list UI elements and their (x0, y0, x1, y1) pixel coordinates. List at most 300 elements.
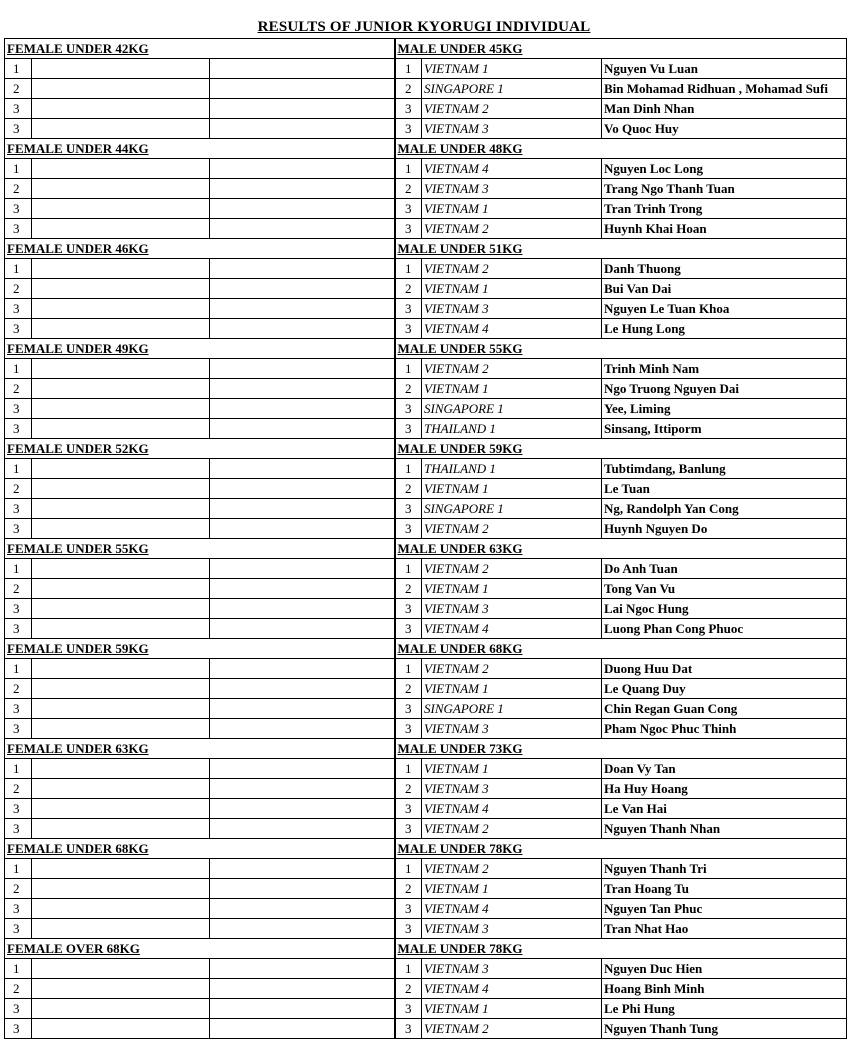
male-athlete-name: Bui Van Dai (602, 279, 847, 299)
male-position: 3 (395, 999, 422, 1019)
male-athlete-name: Ngo Truong Nguyen Dai (602, 379, 847, 399)
male-position: 3 (395, 99, 422, 119)
female-team-cell (32, 199, 210, 219)
female-position: 3 (5, 499, 32, 519)
male-athlete-name: Pham Ngoc Phuc Thinh (602, 719, 847, 739)
male-position: 1 (395, 959, 422, 979)
table-row (5, 959, 847, 979)
male-position: 3 (395, 919, 422, 939)
category-header-row (5, 39, 847, 59)
male-category-header: MALE UNDER 73KG (395, 739, 847, 759)
table-row (5, 779, 847, 799)
female-team-cell (32, 459, 210, 479)
female-position: 1 (5, 859, 32, 879)
male-position: 3 (395, 1019, 422, 1039)
table-row (5, 519, 847, 539)
female-team-cell (32, 59, 210, 79)
female-position: 3 (5, 219, 32, 239)
male-position: 3 (395, 119, 422, 139)
female-team-cell (32, 179, 210, 199)
male-athlete-name: Nguyen Thanh Tung (602, 1019, 847, 1039)
female-position: 1 (5, 459, 32, 479)
male-position: 3 (395, 219, 422, 239)
category-header-row (5, 639, 847, 659)
female-name-cell (210, 159, 395, 179)
male-athlete-name: Tran Nhat Hao (602, 919, 847, 939)
male-athlete-name: Doan Vy Tan (602, 759, 847, 779)
male-position: 3 (395, 719, 422, 739)
female-name-cell (210, 899, 395, 919)
table-row (5, 1019, 847, 1039)
female-team-cell (32, 99, 210, 119)
female-team-cell (32, 999, 210, 1019)
table-row (5, 619, 847, 639)
female-team-cell (32, 219, 210, 239)
female-position: 3 (5, 119, 32, 139)
male-position: 2 (395, 579, 422, 599)
female-position: 1 (5, 159, 32, 179)
table-row (5, 819, 847, 839)
male-athlete-name: Luong Phan Cong Phuoc (602, 619, 847, 639)
table-row (5, 479, 847, 499)
male-category-header: MALE UNDER 55KG (395, 339, 847, 359)
male-position: 3 (395, 519, 422, 539)
female-category-header: FEMALE UNDER 49KG (5, 339, 395, 359)
female-team-cell (32, 399, 210, 419)
male-athlete-name: Nguyen Thanh Tri (602, 859, 847, 879)
male-team: VIETNAM 2 (422, 219, 602, 239)
female-name-cell (210, 319, 395, 339)
table-row (5, 499, 847, 519)
female-team-cell (32, 1019, 210, 1039)
female-position: 2 (5, 879, 32, 899)
female-name-cell (210, 879, 395, 899)
table-row (5, 179, 847, 199)
male-category-header: MALE UNDER 68KG (395, 639, 847, 659)
female-position: 3 (5, 999, 32, 1019)
female-position: 1 (5, 959, 32, 979)
female-position: 3 (5, 299, 32, 319)
female-team-cell (32, 699, 210, 719)
male-athlete-name: Tubtimdang, Banlung (602, 459, 847, 479)
female-team-cell (32, 799, 210, 819)
male-athlete-name: Le Tuan (602, 479, 847, 499)
male-athlete-name: Chin Regan Guan Cong (602, 699, 847, 719)
male-team: VIETNAM 1 (422, 579, 602, 599)
female-name-cell (210, 279, 395, 299)
female-name-cell (210, 719, 395, 739)
female-name-cell (210, 1019, 395, 1039)
female-team-cell (32, 879, 210, 899)
female-position: 2 (5, 479, 32, 499)
female-team-cell (32, 419, 210, 439)
female-name-cell (210, 659, 395, 679)
female-team-cell (32, 779, 210, 799)
male-athlete-name: Sinsang, Ittiporm (602, 419, 847, 439)
male-position: 2 (395, 479, 422, 499)
table-row (5, 159, 847, 179)
female-position: 1 (5, 559, 32, 579)
male-athlete-name: Huynh Khai Hoan (602, 219, 847, 239)
female-position: 1 (5, 259, 32, 279)
male-team: VIETNAM 2 (422, 259, 602, 279)
female-position: 2 (5, 779, 32, 799)
category-header-row (5, 539, 847, 559)
table-row (5, 299, 847, 319)
table-row (5, 759, 847, 779)
male-team: VIETNAM 4 (422, 619, 602, 639)
female-name-cell (210, 459, 395, 479)
table-row (5, 99, 847, 119)
female-team-cell (32, 919, 210, 939)
female-name-cell (210, 219, 395, 239)
female-name-cell (210, 999, 395, 1019)
male-team: VIETNAM 2 (422, 1019, 602, 1039)
female-category-header: FEMALE UNDER 52KG (5, 439, 395, 459)
female-category-header: FEMALE UNDER 42KG (5, 39, 395, 59)
female-name-cell (210, 579, 395, 599)
category-header-row (5, 839, 847, 859)
female-team-cell (32, 759, 210, 779)
male-position: 3 (395, 899, 422, 919)
female-name-cell (210, 399, 395, 419)
male-team: VIETNAM 3 (422, 599, 602, 619)
female-team-cell (32, 299, 210, 319)
male-athlete-name: Tong Van Vu (602, 579, 847, 599)
male-position: 2 (395, 79, 422, 99)
male-position: 3 (395, 819, 422, 839)
male-position: 1 (395, 259, 422, 279)
female-team-cell (32, 599, 210, 619)
male-team: VIETNAM 1 (422, 879, 602, 899)
male-team: VIETNAM 1 (422, 59, 602, 79)
male-position: 1 (395, 859, 422, 879)
female-name-cell (210, 679, 395, 699)
female-position: 1 (5, 59, 32, 79)
female-team-cell (32, 279, 210, 299)
female-team-cell (32, 819, 210, 839)
male-team: VIETNAM 2 (422, 99, 602, 119)
table-row (5, 859, 847, 879)
female-position: 2 (5, 579, 32, 599)
male-category-header: MALE UNDER 51KG (395, 239, 847, 259)
male-position: 2 (395, 679, 422, 699)
male-team: THAILAND 1 (422, 419, 602, 439)
table-row (5, 659, 847, 679)
female-position: 3 (5, 899, 32, 919)
male-category-header: MALE UNDER 45KG (395, 39, 847, 59)
results-table (4, 38, 847, 1039)
table-row (5, 879, 847, 899)
table-row (5, 259, 847, 279)
male-athlete-name: Nguyen Tan Phuc (602, 899, 847, 919)
female-name-cell (210, 499, 395, 519)
female-name-cell (210, 919, 395, 939)
male-team: VIETNAM 1 (422, 279, 602, 299)
male-position: 3 (395, 199, 422, 219)
male-team: VIETNAM 2 (422, 859, 602, 879)
male-athlete-name: Duong Huu Dat (602, 659, 847, 679)
male-team: VIETNAM 3 (422, 919, 602, 939)
female-team-cell (32, 379, 210, 399)
male-athlete-name: Danh Thuong (602, 259, 847, 279)
female-name-cell (210, 359, 395, 379)
table-row (5, 399, 847, 419)
male-athlete-name: Le Hung Long (602, 319, 847, 339)
male-athlete-name: Hoang Binh Minh (602, 979, 847, 999)
male-athlete-name: Yee, Liming (602, 399, 847, 419)
table-row (5, 679, 847, 699)
male-athlete-name: Nguyen Loc Long (602, 159, 847, 179)
male-position: 2 (395, 979, 422, 999)
male-team: VIETNAM 2 (422, 359, 602, 379)
female-position: 3 (5, 99, 32, 119)
female-name-cell (210, 59, 395, 79)
table-row (5, 359, 847, 379)
male-position: 1 (395, 659, 422, 679)
table-row (5, 719, 847, 739)
female-position: 2 (5, 79, 32, 99)
female-category-header: FEMALE UNDER 44KG (5, 139, 395, 159)
male-position: 3 (395, 299, 422, 319)
male-team: VIETNAM 4 (422, 159, 602, 179)
table-row (5, 459, 847, 479)
male-position: 3 (395, 499, 422, 519)
male-team: VIETNAM 2 (422, 819, 602, 839)
table-row (5, 199, 847, 219)
female-name-cell (210, 859, 395, 879)
male-athlete-name: Nguyen Duc Hien (602, 959, 847, 979)
female-name-cell (210, 119, 395, 139)
female-position: 3 (5, 799, 32, 819)
female-position: 3 (5, 519, 32, 539)
female-team-cell (32, 479, 210, 499)
male-category-header: MALE UNDER 78KG (395, 839, 847, 859)
female-team-cell (32, 79, 210, 99)
female-team-cell (32, 659, 210, 679)
male-team: VIETNAM 1 (422, 999, 602, 1019)
female-name-cell (210, 699, 395, 719)
table-row (5, 419, 847, 439)
female-team-cell (32, 499, 210, 519)
female-name-cell (210, 619, 395, 639)
male-position: 1 (395, 159, 422, 179)
male-team: VIETNAM 3 (422, 959, 602, 979)
female-name-cell (210, 779, 395, 799)
female-position: 3 (5, 619, 32, 639)
female-position: 2 (5, 679, 32, 699)
female-name-cell (210, 179, 395, 199)
male-athlete-name: Bin Mohamad Ridhuan , Mohamad Sufi (602, 79, 847, 99)
table-row (5, 79, 847, 99)
table-row (5, 579, 847, 599)
table-row (5, 119, 847, 139)
male-team: VIETNAM 4 (422, 899, 602, 919)
female-position: 3 (5, 1019, 32, 1039)
female-team-cell (32, 519, 210, 539)
male-athlete-name: Ha Huy Hoang (602, 779, 847, 799)
male-athlete-name: Huynh Nguyen Do (602, 519, 847, 539)
category-header-row (5, 339, 847, 359)
male-team: SINGAPORE 1 (422, 499, 602, 519)
male-position: 3 (395, 399, 422, 419)
male-team: VIETNAM 3 (422, 719, 602, 739)
female-position: 3 (5, 699, 32, 719)
table-row (5, 279, 847, 299)
female-team-cell (32, 859, 210, 879)
female-name-cell (210, 599, 395, 619)
female-position: 3 (5, 919, 32, 939)
female-name-cell (210, 99, 395, 119)
category-header-row (5, 239, 847, 259)
female-team-cell (32, 579, 210, 599)
female-team-cell (32, 899, 210, 919)
female-category-header: FEMALE OVER 68KG (5, 939, 395, 959)
female-position: 1 (5, 759, 32, 779)
male-position: 1 (395, 459, 422, 479)
category-header-row (5, 939, 847, 959)
category-header-row (5, 739, 847, 759)
male-team: VIETNAM 3 (422, 179, 602, 199)
table-row (5, 899, 847, 919)
male-athlete-name: Nguyen Thanh Nhan (602, 819, 847, 839)
male-team: THAILAND 1 (422, 459, 602, 479)
female-name-cell (210, 759, 395, 779)
male-team: VIETNAM 1 (422, 479, 602, 499)
male-team: VIETNAM 2 (422, 519, 602, 539)
female-team-cell (32, 119, 210, 139)
female-position: 2 (5, 279, 32, 299)
female-category-header: FEMALE UNDER 63KG (5, 739, 395, 759)
female-position: 3 (5, 599, 32, 619)
table-row (5, 999, 847, 1019)
female-name-cell (210, 479, 395, 499)
female-position: 2 (5, 379, 32, 399)
female-name-cell (210, 419, 395, 439)
female-category-header: FEMALE UNDER 59KG (5, 639, 395, 659)
female-name-cell (210, 199, 395, 219)
female-team-cell (32, 719, 210, 739)
female-position: 3 (5, 319, 32, 339)
female-name-cell (210, 299, 395, 319)
female-position: 2 (5, 179, 32, 199)
male-team: VIETNAM 2 (422, 659, 602, 679)
male-team: SINGAPORE 1 (422, 399, 602, 419)
female-position: 3 (5, 399, 32, 419)
male-category-header: MALE UNDER 78KG (395, 939, 847, 959)
category-header-row (5, 139, 847, 159)
male-position: 3 (395, 599, 422, 619)
male-team: VIETNAM 3 (422, 119, 602, 139)
female-team-cell (32, 359, 210, 379)
page-title: RESULTS OF JUNIOR KYORUGI INDIVIDUAL (257, 19, 591, 35)
female-name-cell (210, 979, 395, 999)
male-athlete-name: Man Dinh Nhan (602, 99, 847, 119)
female-team-cell (32, 959, 210, 979)
female-team-cell (32, 979, 210, 999)
male-athlete-name: Vo Quoc Huy (602, 119, 847, 139)
female-category-header: FEMALE UNDER 68KG (5, 839, 395, 859)
results-body (5, 39, 847, 1039)
male-team: SINGAPORE 1 (422, 79, 602, 99)
male-athlete-name: Trinh Minh Nam (602, 359, 847, 379)
male-position: 2 (395, 379, 422, 399)
male-team: VIETNAM 4 (422, 979, 602, 999)
female-team-cell (32, 319, 210, 339)
table-row (5, 979, 847, 999)
female-name-cell (210, 959, 395, 979)
male-team: VIETNAM 4 (422, 319, 602, 339)
male-athlete-name: Lai Ngoc Hung (602, 599, 847, 619)
female-category-header: FEMALE UNDER 46KG (5, 239, 395, 259)
female-position: 3 (5, 719, 32, 739)
male-position: 3 (395, 799, 422, 819)
male-position: 1 (395, 59, 422, 79)
female-name-cell (210, 559, 395, 579)
table-row (5, 599, 847, 619)
male-category-header: MALE UNDER 48KG (395, 139, 847, 159)
table-row (5, 59, 847, 79)
table-row (5, 219, 847, 239)
female-team-cell (32, 679, 210, 699)
male-position: 2 (395, 879, 422, 899)
table-row (5, 799, 847, 819)
male-athlete-name: Nguyen Le Tuan Khoa (602, 299, 847, 319)
female-name-cell (210, 799, 395, 819)
female-name-cell (210, 259, 395, 279)
male-team: VIETNAM 1 (422, 679, 602, 699)
male-athlete-name: Le Quang Duy (602, 679, 847, 699)
male-team: VIETNAM 1 (422, 759, 602, 779)
female-position: 3 (5, 419, 32, 439)
male-position: 3 (395, 619, 422, 639)
table-row (5, 699, 847, 719)
male-athlete-name: Trang Ngo Thanh Tuan (602, 179, 847, 199)
female-team-cell (32, 559, 210, 579)
male-position: 2 (395, 779, 422, 799)
female-position: 2 (5, 979, 32, 999)
male-athlete-name: Tran Trinh Trong (602, 199, 847, 219)
male-position: 1 (395, 559, 422, 579)
table-row (5, 379, 847, 399)
female-position: 1 (5, 359, 32, 379)
table-row (5, 319, 847, 339)
male-team: VIETNAM 3 (422, 779, 602, 799)
female-position: 3 (5, 819, 32, 839)
male-position: 3 (395, 319, 422, 339)
male-category-header: MALE UNDER 63KG (395, 539, 847, 559)
male-team: SINGAPORE 1 (422, 699, 602, 719)
female-team-cell (32, 619, 210, 639)
male-position: 1 (395, 359, 422, 379)
male-athlete-name: Nguyen Vu Luan (602, 59, 847, 79)
male-team: VIETNAM 2 (422, 559, 602, 579)
male-position: 3 (395, 419, 422, 439)
male-athlete-name: Le Phi Hung (602, 999, 847, 1019)
male-athlete-name: Le Van Hai (602, 799, 847, 819)
male-category-header: MALE UNDER 59KG (395, 439, 847, 459)
male-position: 2 (395, 279, 422, 299)
male-team: VIETNAM 4 (422, 799, 602, 819)
male-athlete-name: Ng, Randolph Yan Cong (602, 499, 847, 519)
male-team: VIETNAM 1 (422, 379, 602, 399)
category-header-row (5, 439, 847, 459)
female-team-cell (32, 159, 210, 179)
female-name-cell (210, 819, 395, 839)
male-athlete-name: Tran Hoang Tu (602, 879, 847, 899)
male-team: VIETNAM 3 (422, 299, 602, 319)
table-row (5, 559, 847, 579)
